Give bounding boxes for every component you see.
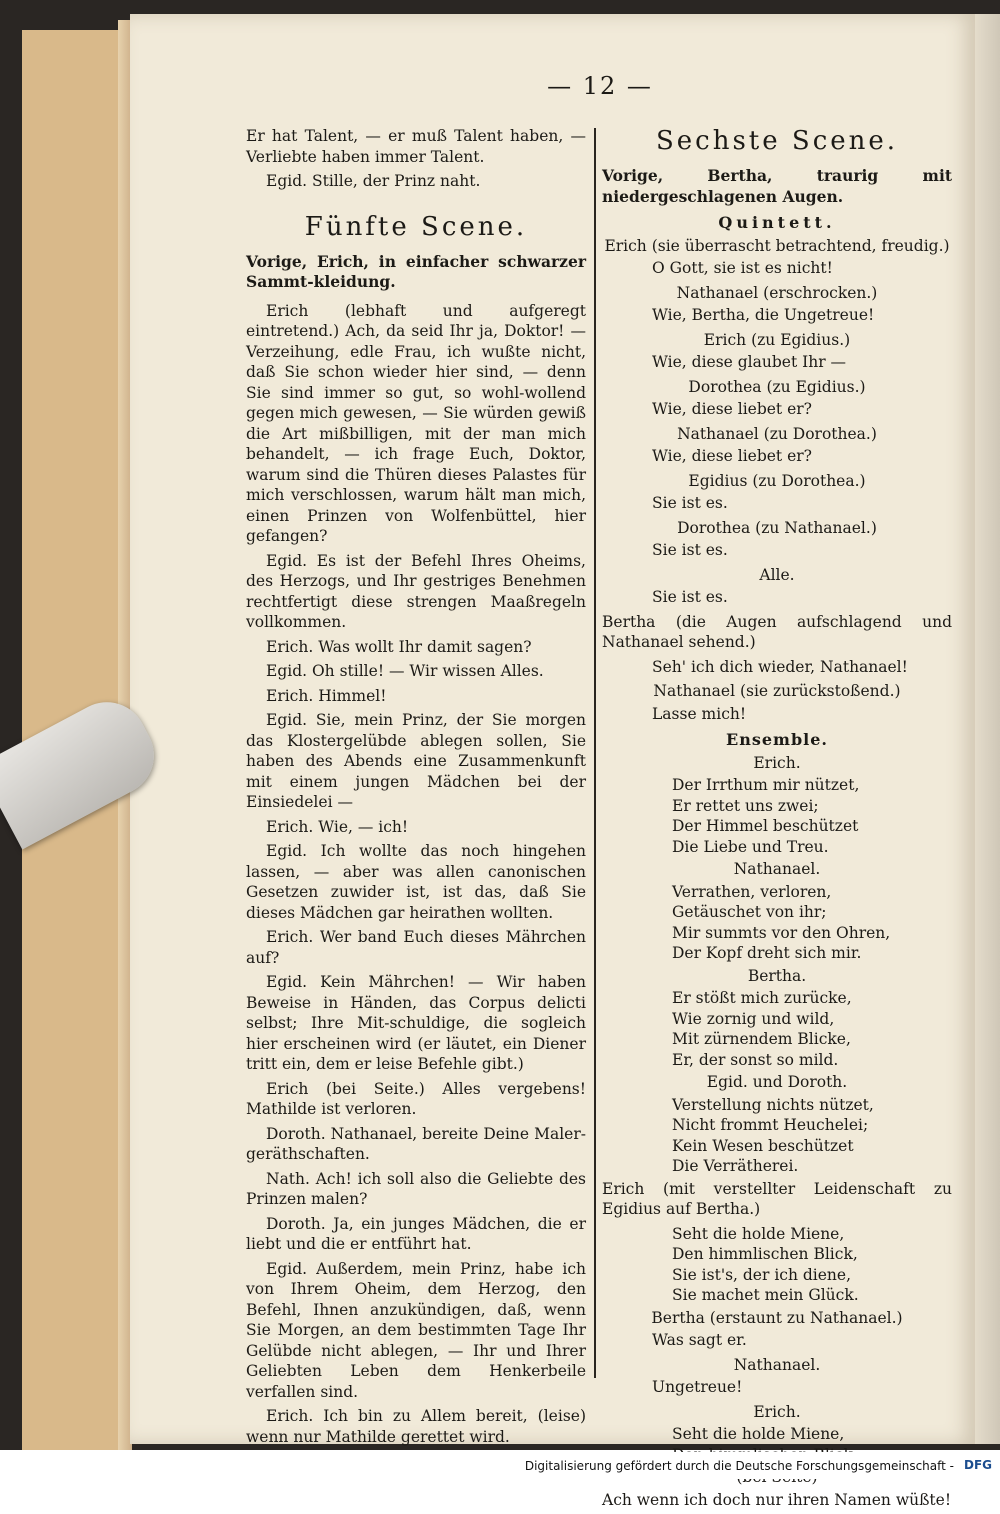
text-paragraph: Erich. Ich bin zu Allem bereit, (leise) wenn nur Mathilde gerettet wird. xyxy=(246,1407,586,1446)
text-paragraph: Erich (bei Seite.) Alles vergebens! Mathilde ist verloren. xyxy=(246,1079,586,1118)
sung-line: Wie, diese liebet er? xyxy=(652,447,812,465)
sung-line: Lasse mich! xyxy=(652,704,747,723)
text-paragraph: Egid. Kein Mährchen! — Wir haben Beweise in Händen, das Corpus delicti selbst; Ihre Mit-schuldige, die sogleich hier erscheinen wird (er läutet, ein Diener tritt ein, dem er leise Befehle gibt.) xyxy=(246,973,586,1073)
section-heading: Ensemble. xyxy=(726,730,828,749)
verse-line: Die Verrätherei. xyxy=(672,1157,799,1175)
text-paragraph: Egid. Es ist der Befehl Ihres Oheims, des Herzogs, und Ihr gestriges Benehmen rechtfertigt diese strengen Maaßregeln vollkommen. xyxy=(246,551,586,631)
verse-line: Sie ist's, der ich diene, xyxy=(672,1265,851,1284)
verse-line: Mit zürnendem Blicke, xyxy=(672,1030,851,1048)
scene-heading: Fünfte Scene. xyxy=(304,211,528,242)
text-paragraph: Egid. Sie, mein Prinz, der Sie morgen das Klostergelübde ablegen sollen, Sie haben des Abends eine Zusammenkunft mit einem jungen Mädchen bei der Einsiedelei — xyxy=(246,711,586,811)
verse-line: Seht die holde Miene, xyxy=(672,1425,845,1443)
speaker-line: Nathanael (sie zurückstoßend.) xyxy=(653,682,901,700)
verse-line: Nicht frommt Heuchelei; xyxy=(672,1116,869,1134)
verse-line: Der Irrthum mir nützet, xyxy=(672,776,860,794)
verse-line: Er stößt mich zurücke, xyxy=(672,989,852,1007)
verse-line: Verrathen, verloren, xyxy=(672,882,832,901)
verse-line: Sie machet mein Glück. xyxy=(672,1286,859,1304)
scene-heading: Sechste Scene. xyxy=(655,126,899,156)
verse-line: Die Liebe und Treu. xyxy=(672,837,829,856)
speaker-line: Nathanael. xyxy=(733,860,821,878)
section-heading: Quintett. xyxy=(718,213,836,232)
text-paragraph: Egid. Oh stille! — Wir wissen Alles. xyxy=(266,662,544,680)
column-divider xyxy=(594,128,596,1378)
text-paragraph: Erich. Wer band Euch dieses Mährchen auf? xyxy=(246,928,586,967)
stage-direction: Erich (mit verstellter Leidenschaft zu Egidius auf Bertha.) xyxy=(602,1179,952,1218)
verse-line: Kein Wesen beschützet xyxy=(672,1136,854,1155)
verse-line: Er rettet uns zwei; xyxy=(672,796,819,815)
speaker-line: Bertha (erstaunt zu Nathanael.) xyxy=(651,1308,903,1327)
text-paragraph: Nath. Ach! ich soll also die Geliebte des Prinzen malen? xyxy=(246,1169,586,1208)
sung-line: Sie ist es. xyxy=(652,494,728,512)
verse-line: Wie zornig und wild, xyxy=(672,1009,835,1028)
stage-direction: Vorige, Bertha, traurig mit niedergeschlagenen Augen. xyxy=(602,166,952,206)
sung-line: Was sagt er. xyxy=(652,1331,747,1349)
verse-line: Mir summts vor den Ohren, xyxy=(672,923,891,942)
text-paragraph: Doroth. Nathanael, bereite Deine Maler-geräthschaften. xyxy=(246,1124,586,1163)
verse-line: Seht die holde Miene, xyxy=(672,1224,845,1243)
speaker-line: Dorothea (zu Egidius.) xyxy=(688,377,866,396)
verse-line: Der Himmel beschützet xyxy=(672,817,859,835)
verse-line: Getäuschet von ihr; xyxy=(672,903,827,921)
speaker-line: Egid. und Doroth. xyxy=(706,1073,848,1091)
stage-direction: Vorige, Erich, in einfacher schwarzer Sammt-kleidung. xyxy=(246,251,586,291)
text-paragraph: Erich (lebhaft und aufgeregt eintretend.) Ach, da seid Ihr ja, Doktor! — Verzeihung, edle Frau, ich wußte nicht, daß Sie schon wieder hier sind, — denn Sie sind immer so gut, so wohl-wollend gegen mich gewesen, — Sie würden gewiß die Art mißbilligen, mit der man mich behandelt, — ich frage Euch, Doktor, warum sind die Thüren dieses Palastes für mich verschlossen, warum hält man mich, einen Prinzen von Wolfenbüttel, hier gefangen? xyxy=(246,301,586,545)
sung-line: Sie ist es. xyxy=(652,541,728,559)
footer-credit: Digitalisierung gefördert durch die Deutsche Forschungsgemeinschaft - xyxy=(524,1459,954,1473)
speaker-line: Nathanael (erschrocken.) xyxy=(676,283,878,302)
text-paragraph: Er hat Talent, — er muß Talent haben, — Verliebte haben immer Talent. xyxy=(246,127,586,166)
speaker-line: Nathanael (zu Dorothea.) xyxy=(677,424,877,443)
speaker-line: Erich (sie überrascht betrachtend, freudig.) xyxy=(604,236,950,255)
speaker-line: Erich. xyxy=(753,753,801,772)
right-column xyxy=(602,124,952,1514)
verse-line: Den himmlischen Blick, xyxy=(672,1245,858,1263)
speaker-line: Egidius (zu Dorothea.) xyxy=(688,471,866,490)
sung-line: Seh' ich dich wieder, Nathanael! xyxy=(652,657,908,676)
text-paragraph: Egid. Ich wollte das noch hingehen lassen, — aber was allen canonischen Gesetzen zuwider ist, ist das, daß Sie dieses Mädchen gar heirathen wollten. xyxy=(246,842,586,922)
text-paragraph: Erich. Himmel! xyxy=(266,686,387,705)
verse-line: Er, der sonst so mild. xyxy=(672,1050,839,1069)
sung-line: Ach wenn ich doch nur ihren Namen wüßte! xyxy=(602,1490,952,1509)
sung-line: Wie, Bertha, die Ungetreue! xyxy=(652,306,875,324)
dfg-logo: DFG xyxy=(963,1458,992,1472)
speaker-line: Erich. xyxy=(753,1402,801,1421)
speaker-line: Dorothea (zu Nathanael.) xyxy=(677,518,877,537)
speaker-line: Bertha. xyxy=(747,966,807,985)
verse-line: Verstellung nichts nützet, xyxy=(672,1095,874,1114)
text-paragraph: Erich. Wie, — ich! xyxy=(266,817,409,836)
text-paragraph: Erich. Was wollt Ihr damit sagen? xyxy=(266,637,532,656)
text-paragraph: Egid. Stille, der Prinz naht. xyxy=(266,172,481,190)
sung-line: Wie, diese glaubet Ihr — xyxy=(652,353,847,371)
sung-line: Ungetreue! xyxy=(652,1378,743,1396)
speaker-line: Bertha (die Augen aufschlagend und Nathanael sehend.) xyxy=(602,612,952,651)
sung-line: Sie ist es. xyxy=(652,588,728,606)
speaker-line: Erich (zu Egidius.) xyxy=(703,330,851,349)
verse-line: Der Kopf dreht sich mir. xyxy=(672,944,862,962)
speaker-line: Nathanael. xyxy=(733,1355,821,1374)
speaker-line: Alle. xyxy=(759,565,795,584)
sung-line: O Gott, sie ist es nicht! xyxy=(652,259,833,277)
text-paragraph: Egid. Außerdem, mein Prinz, habe ich von Ihrem Oheim, dem Herzog, den Befehl, Ihnen anzukündigen, daß, wenn Sie Morgen, an dem bestimmten Tage Ihr Gelübde nicht ablegen, — Ihr und Ihrer Geliebten Leben dem Henkerbeile verfallen sind. xyxy=(246,1259,586,1401)
sung-line: Wie, diese liebet er? xyxy=(652,400,812,418)
page-number: — 12 — xyxy=(547,72,653,100)
left-column xyxy=(246,126,586,1476)
text-paragraph: Doroth. Ja, ein junges Mädchen, die er liebt und die er entführt hat. xyxy=(246,1214,586,1253)
page-edge xyxy=(975,14,1000,1444)
footer-bar xyxy=(0,1452,1000,1479)
